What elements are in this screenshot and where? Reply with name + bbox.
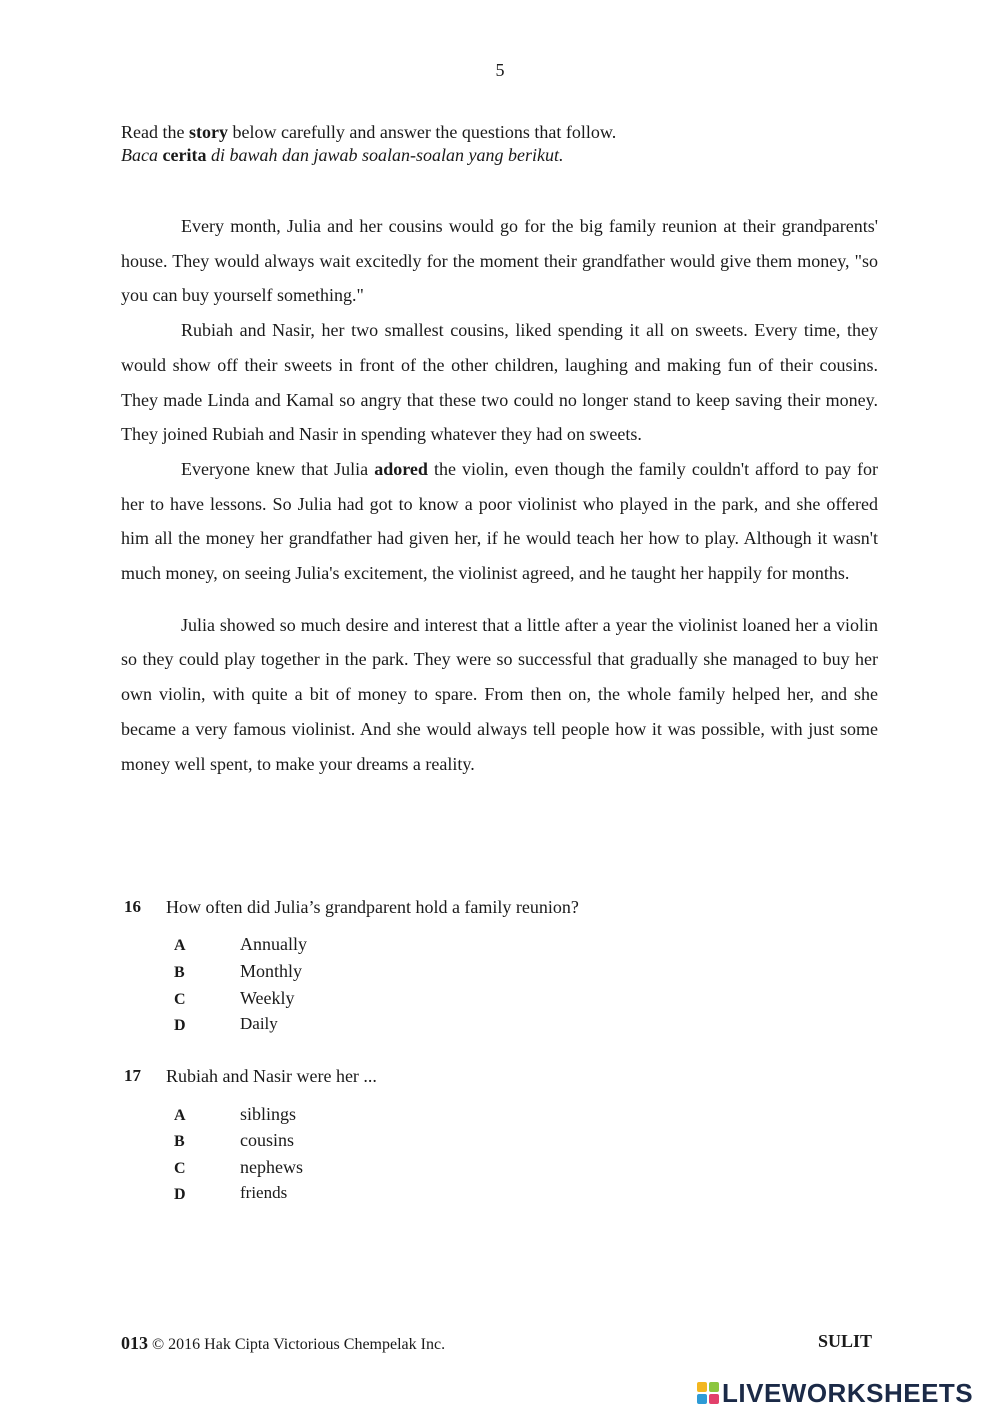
option-letter: B (174, 1133, 185, 1150)
story-paragraph-1: Every month, Julia and her cousins would go for the big family reunion at their grandparents' house. They would always wait excitedly for the moment their grandfather would give them money, "so you can buy yourself something." (121, 216, 878, 306)
story-passage (121, 209, 878, 781)
question-text: Rubiah and Nasir were her ... (166, 1066, 377, 1086)
copyright-text: © 2016 Hak Cipta Victorious Chempelak Inc. (152, 1336, 446, 1353)
question-text: How often did Julia’s grandparent hold a family reunion? (166, 897, 579, 917)
classification-label: SULIT (818, 1331, 873, 1351)
paper-code: 013 (121, 1333, 148, 1353)
logo-square (697, 1382, 707, 1392)
liveworksheets-logo-icon (697, 1382, 719, 1404)
option-letter: D (174, 1017, 186, 1034)
option-text: Weekly (240, 988, 295, 1008)
option-letter: A (174, 1107, 186, 1124)
option-text: Daily (240, 1014, 278, 1033)
option-letter: A (174, 937, 186, 954)
option-text: nephews (240, 1157, 303, 1177)
option-letter: C (174, 1160, 186, 1177)
option-text: friends (240, 1183, 288, 1202)
option-letter: C (174, 991, 186, 1008)
footer-copyright (121, 1333, 445, 1354)
liveworksheets-watermark[interactable] (697, 1378, 973, 1408)
watermark-text: LIVEWORKSHEETS (722, 1377, 974, 1408)
option-text: Annually (240, 934, 307, 954)
story-paragraph-4: Julia showed so much desire and interest that a little after a year the violinist loaned her a violin so they could play together in the park. They were so successful that gradually she managed to buy her own violin, with quite a bit of money to spare. From then on, the whole family helped her, and she became a very famous violinist. And she would always tell people how it was possible, with just some money well spent, to make your dreams a reality. (121, 614, 878, 774)
option-text: cousins (240, 1130, 294, 1150)
option-letter: D (174, 1186, 186, 1203)
page-number: 5 (495, 60, 505, 80)
instructions-malay: Baca cerita di bawah dan jawab soalan-soalan yang berikut. (121, 145, 564, 165)
option-text: siblings (240, 1104, 297, 1124)
story-paragraph-3: Everyone knew that Julia adored the violin, even though the family couldn't afford to pay for her to have lessons. So Julia had got to know a poor violinist who played in the park, and she offered him all the money her grandfather had given her, if he would teach her how to play. Although it wasn't much money, on seeing Julia's excitement, the violinist agreed, and he taught her happily for months. (121, 458, 878, 584)
logo-square (709, 1394, 719, 1404)
logo-square (697, 1394, 707, 1404)
instructions-english: Read the story below carefully and answer the questions that follow. (121, 122, 617, 142)
option-text: Monthly (240, 961, 303, 981)
question-number: 17 (124, 1066, 141, 1085)
question-number: 16 (124, 897, 141, 916)
logo-square (709, 1382, 719, 1392)
option-letter: B (174, 964, 185, 981)
instructions (121, 121, 881, 167)
story-paragraph-2: Rubiah and Nasir, her two smallest cousins, liked spending it all on sweets. Every time, they would show off their sweets in front of the other children, laughing and making fun of their cousins. They made Linda and Kamal so angry that these two could no longer stand to keep saving their money. They joined Rubiah and Nasir in spending whatever they had on sweets. (121, 320, 878, 445)
